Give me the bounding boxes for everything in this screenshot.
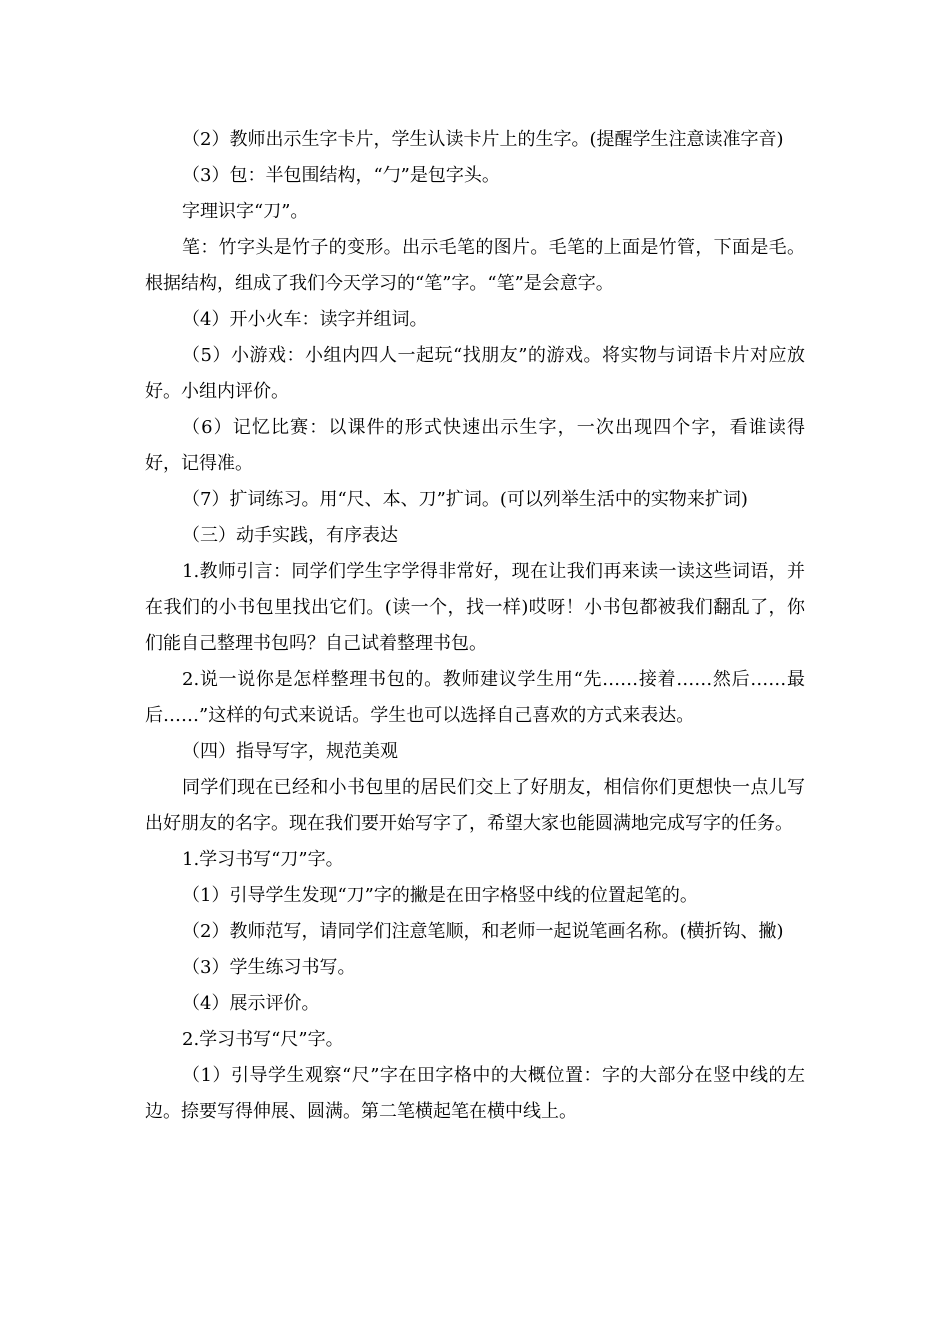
paragraph-15: （1）引导学生发现“刀”字的撇是在田字格竖中线的位置起笔的。: [182, 885, 698, 906]
paragraph-3: 字理识字“刀”。: [182, 201, 309, 222]
paragraph-17: （3）学生练习书写。: [182, 957, 356, 978]
paragraph-2: （3）包：半包围结构，“勹”是包字头。: [182, 165, 500, 186]
paragraph-20: （1）引导学生观察“尺”字在田字格中的大概位置：字的大部分在竖中线的左边。捺要写得伸展、圆满。第二笔横起笔在横中线上。: [145, 1065, 805, 1122]
paragraph-10: 1.教师引言：同学们学生字学得非常好，现在让我们再来读一读这些词语，并在我们的小书包里找出它们。(读一个，找一样)哎呀！小书包都被我们翻乱了，你们能自己整理书包吗？自己试着整理书包。: [145, 561, 805, 654]
paragraph-18: （4）展示评价。: [182, 993, 320, 1014]
paragraph-1: （2）教师出示生字卡片，学生认读卡片上的生字。(提醒学生注意读准字音): [182, 129, 784, 150]
paragraph-6: （5）小游戏：小组内四人一起玩“找朋友”的游戏。将实物与词语卡片对应放好。小组内评价。: [145, 345, 805, 402]
paragraph-13: 同学们现在已经和小书包里的居民们交上了好朋友，相信你们更想快一点儿写出好朋友的名字。现在我们要开始写字了，希望大家也能圆满地完成写字的任务。: [145, 777, 805, 834]
paragraph-5: （4）开小火车：读字并组词。: [182, 309, 428, 330]
paragraph-11: 2.说一说你是怎样整理书包的。教师建议学生用“先……接着……然后……最后……”这样的句式来说话。学生也可以选择自己喜欢的方式来表达。: [145, 669, 805, 726]
paragraph-7: （6）记忆比赛：以课件的形式快速出示生字，一次出现四个字，看谁读得好，记得准。: [145, 417, 805, 474]
paragraph-16: （2）教师范写，请同学们注意笔顺，和老师一起说笔画名称。(横折钩、撇): [182, 921, 784, 942]
paragraph-8: （7）扩词练习。用“尺、本、刀”扩词。(可以列举生活中的实物来扩词): [182, 489, 748, 510]
section-heading-4: （四）指导写字，规范美观: [182, 741, 398, 762]
document-page: [145, 122, 805, 1130]
section-heading-3: （三）动手实践，有序表达: [182, 525, 398, 546]
paragraph-14: 1.学习书写“刀”字。: [182, 849, 344, 870]
paragraph-19: 2.学习书写“尺”字。: [182, 1029, 344, 1050]
paragraph-4: 笔：竹字头是竹子的变形。出示毛笔的图片。毛笔的上面是竹管，下面是毛。根据结构，组成了我们今天学习的“笔”字。“笔”是会意字。: [145, 237, 805, 294]
